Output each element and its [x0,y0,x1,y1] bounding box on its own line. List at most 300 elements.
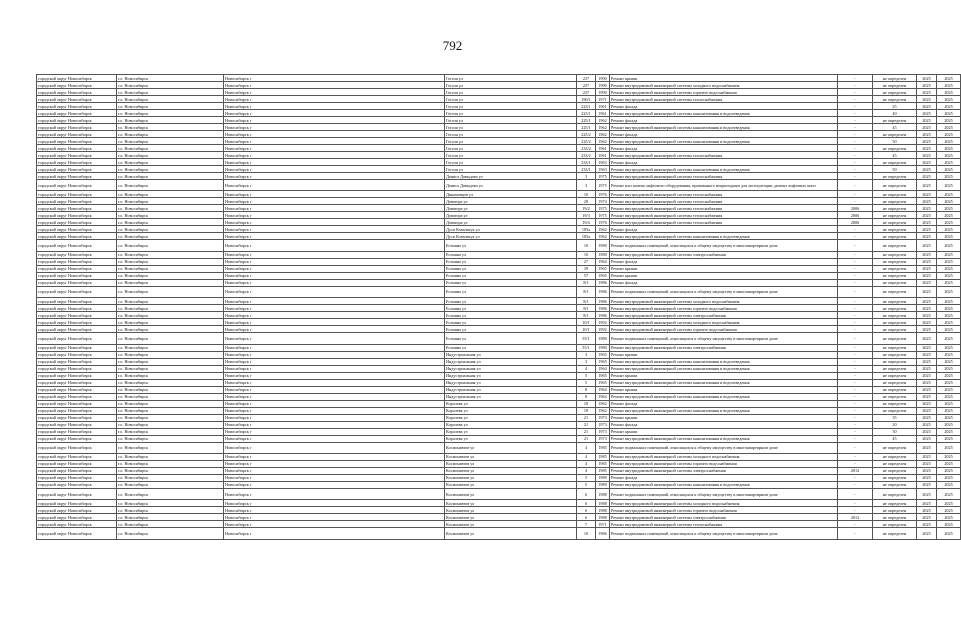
build-year-cell: 1986 [596,298,610,305]
last-repair-year-cell: - [838,379,873,386]
locality-cell: Новосибирск г [224,180,445,191]
street-cell: Гоголя ул [445,152,577,159]
cost-cell: не определен [873,298,917,305]
locality-cell: Новосибирск г [224,326,445,333]
house-number-cell: 5 [577,481,596,488]
plan-end-cell: 2025 [937,386,961,393]
plan-end-cell: 2025 [937,258,961,265]
street-cell: Королева ул [445,435,577,442]
street-cell: Космонавтов ул [445,500,577,507]
work-type-cell: Ремонт внутридомовой инженерной системы канализования и водоотведения [610,110,838,117]
house-number-cell: 8/1 [577,286,596,297]
table-row [37,521,961,528]
street-cell: Есенина ул [445,298,577,305]
plan-start-cell: 2025 [917,219,937,226]
district-cell: г.о. Новосибирск [117,131,224,138]
house-number-cell: 8/1 [577,305,596,312]
plan-start-cell: 2025 [917,428,937,435]
build-year-cell: 1973 [596,414,610,421]
last-repair-year-cell: - [838,240,873,251]
plan-start-cell: 2025 [917,89,937,96]
table-row [37,319,961,326]
house-number-cell: 4 [577,442,596,453]
street-cell: Есенина ул [445,326,577,333]
street-cell: Космонавтов ул [445,442,577,453]
municipality-cell: городской округ Новосибирск [37,481,117,488]
municipality-cell: городской округ Новосибирск [37,312,117,319]
house-number-cell: 10 [577,251,596,258]
house-number-cell: 10 [577,191,596,198]
locality-cell: Новосибирск г [224,386,445,393]
cost-cell: не определен [873,240,917,251]
street-cell: Гоголя ул [445,131,577,138]
last-repair-year-cell: - [838,421,873,428]
street-cell: Индустриальная ул [445,351,577,358]
plan-start-cell: 2025 [917,191,937,198]
house-number-cell: 39 [577,265,596,272]
table-row [37,82,961,89]
plan-start-cell: 2025 [917,131,937,138]
locality-cell: Новосибирск г [224,198,445,205]
build-year-cell: 1989 [596,474,610,481]
last-repair-year-cell: - [838,258,873,265]
locality-cell: Новосибирск г [224,305,445,312]
cost-cell: не определен [873,159,917,166]
table-row [37,191,961,198]
build-year-cell: 1963 [596,159,610,166]
last-repair-year-cell: - [838,435,873,442]
cost-cell: не определен [873,507,917,514]
locality-cell: Новосибирск г [224,240,445,251]
municipality-cell: городской округ Новосибирск [37,326,117,333]
table-row [37,351,961,358]
last-repair-year-cell: - [838,298,873,305]
plan-end-cell: 2025 [937,460,961,467]
work-type-cell: Ремонт внутридомовой инженерной системы горячего водоснабжения [610,89,838,96]
municipality-cell: городской округ Новосибирск [37,453,117,460]
cost-cell: не определен [873,344,917,351]
last-repair-year-cell: - [838,226,873,233]
last-repair-year-cell: - [838,333,873,344]
locality-cell: Новосибирск г [224,488,445,499]
house-number-cell: 29 [577,198,596,205]
house-number-cell: 233/1 [577,166,596,173]
locality-cell: Новосибирск г [224,460,445,467]
locality-cell: Новосибирск г [224,173,445,180]
build-year-cell: 1964 [596,365,610,372]
work-type-cell: Ремонт внутридомовой инженерной системы электроснабжения [610,312,838,319]
locality-cell: Новосибирск г [224,258,445,265]
district-cell: г.о. Новосибирск [117,117,224,124]
table-row [37,393,961,400]
work-type-cell: Ремонт внутридомовой инженерной системы горячего водоснабжения [610,326,838,333]
house-number-cell: 4 [577,467,596,474]
locality-cell: Новосибирск г [224,191,445,198]
plan-end-cell: 2025 [937,488,961,499]
plan-start-cell: 2025 [917,514,937,521]
build-year-cell: 1985 [596,460,610,467]
plan-end-cell: 2025 [937,233,961,240]
locality-cell: Новосибирск г [224,298,445,305]
build-year-cell: 1973 [596,435,610,442]
locality-cell: Новосибирск г [224,379,445,386]
municipality-cell: городской округ Новосибирск [37,407,117,414]
street-cell: Гоголя ул [445,166,577,173]
municipality-cell: городской округ Новосибирск [37,319,117,326]
work-type-cell: Ремонт фасада [610,474,838,481]
table-row [37,152,961,159]
house-number-cell: 55/1 [577,344,596,351]
build-year-cell: 1990 [596,89,610,96]
house-number-cell: 21 [577,414,596,421]
cost-cell: не определен [873,286,917,297]
street-cell: Гоголя ул [445,82,577,89]
municipality-cell: городской округ Новосибирск [37,400,117,407]
plan-start-cell: 2025 [917,474,937,481]
house-number-cell: 190/1 [577,96,596,103]
plan-start-cell: 2025 [917,145,937,152]
street-cell: Индустриальная ул [445,379,577,386]
street-cell: Индустриальная ул [445,393,577,400]
district-cell: г.о. Новосибирск [117,305,224,312]
municipality-cell: городской округ Новосибирск [37,435,117,442]
municipality-cell: городской округ Новосибирск [37,333,117,344]
work-type-cell: Ремонт внутридомовой инженерной системы горячего водоснабжения [610,507,838,514]
work-type-cell: Ремонт подвальных помещений, относящихся к общему имуществу в многоквартирном доме [610,240,838,251]
cost-cell: не определен [873,460,917,467]
locality-cell: Новосибирск г [224,333,445,344]
plan-end-cell: 2025 [937,333,961,344]
work-type-cell: Ремонт подвальных помещений, относящихся к общему имуществу в многоквартирном доме [610,286,838,297]
table-row [37,514,961,521]
district-cell: г.о. Новосибирск [117,138,224,145]
work-type-cell: Ремонт внутридомовой инженерной системы горячего водоснабжения [610,305,838,312]
locality-cell: Новосибирск г [224,400,445,407]
plan-end-cell: 2025 [937,198,961,205]
district-cell: г.о. Новосибирск [117,265,224,272]
house-number-cell: 10 [577,528,596,539]
last-repair-year-cell: - [838,386,873,393]
last-repair-year-cell: - [838,265,873,272]
locality-cell: Новосибирск г [224,96,445,103]
plan-end-cell: 2025 [937,272,961,279]
plan-end-cell: 2025 [937,159,961,166]
street-cell: Дуси Ковальчук ул [445,226,577,233]
plan-start-cell: 2025 [917,421,937,428]
street-cell: Космонавтов ул [445,453,577,460]
plan-start-cell: 2025 [917,326,937,333]
district-cell: г.о. Новосибирск [117,226,224,233]
plan-end-cell: 2025 [937,453,961,460]
plan-start-cell: 2025 [917,400,937,407]
house-number-cell: 6 [577,514,596,521]
house-number-cell: 225/1 [577,124,596,131]
house-number-cell: 8 [577,393,596,400]
table-row [37,442,961,453]
district-cell: г.о. Новосибирск [117,442,224,453]
build-year-cell: 1976 [596,219,610,226]
build-year-cell: 1990 [596,75,610,82]
last-repair-year-cell: - [838,145,873,152]
last-repair-year-cell: 2006 [838,205,873,212]
district-cell: г.о. Новосибирск [117,365,224,372]
plan-start-cell: 2025 [917,117,937,124]
cost-cell: не определен [873,212,917,219]
table-row [37,279,961,286]
plan-end-cell: 2025 [937,110,961,117]
street-cell: Гоголя ул [445,159,577,166]
plan-end-cell: 2025 [937,251,961,258]
street-cell: Дуси Ковальчук ул [445,233,577,240]
build-year-cell: 1962 [596,138,610,145]
plan-end-cell: 2025 [937,379,961,386]
plan-start-cell: 2025 [917,265,937,272]
cost-cell: не определен [873,393,917,400]
work-type-cell: Ремонт внутридомовой инженерной системы холодного водоснабжения [610,298,838,305]
plan-end-cell: 2025 [937,173,961,180]
build-year-cell: 1961 [596,145,610,152]
cost-cell: не определен [873,173,917,180]
work-type-cell: Ремонт внутридомовой инженерной системы канализования и водоотведения [610,166,838,173]
table-row [37,180,961,191]
build-year-cell: 1962 [596,226,610,233]
last-repair-year-cell: - [838,351,873,358]
last-repair-year-cell: - [838,521,873,528]
work-type-cell: Ремонт внутридомовой инженерной системы канализования и водоотведения [610,138,838,145]
house-number-cell: 4 [577,453,596,460]
plan-end-cell: 2025 [937,240,961,251]
plan-start-cell: 2025 [917,258,937,265]
work-type-cell: Ремонт внутридомовой инженерной системы электроснабжения [610,514,838,521]
build-year-cell: 1980 [596,240,610,251]
district-cell: г.о. Новосибирск [117,351,224,358]
street-cell: Королева ул [445,421,577,428]
street-cell: Гоголя ул [445,89,577,96]
cost-cell: не определен [873,117,917,124]
house-number-cell: 185а [577,233,596,240]
cost-cell: не определен [873,358,917,365]
locality-cell: Новосибирск г [224,159,445,166]
district-cell: г.о. Новосибирск [117,521,224,528]
house-number-cell: 6 [577,507,596,514]
table-row [37,198,961,205]
cost-cell: 20 [873,421,917,428]
build-year-cell: 1986 [596,528,610,539]
locality-cell: Новосибирск г [224,205,445,212]
plan-start-cell: 2025 [917,138,937,145]
last-repair-year-cell: - [838,372,873,379]
build-year-cell: 1971 [596,96,610,103]
cost-cell: 50 [873,138,917,145]
district-cell: г.о. Новосибирск [117,312,224,319]
last-repair-year-cell: 2012 [838,467,873,474]
district-cell: г.о. Новосибирск [117,124,224,131]
table-row [37,251,961,258]
municipality-cell: городской округ Новосибирск [37,265,117,272]
locality-cell: Новосибирск г [224,219,445,226]
work-type-cell: Ремонт внутридомовой инженерной системы канализования и водоотведения [610,435,838,442]
cost-cell: не определен [873,180,917,191]
municipality-cell: городской округ Новосибирск [37,351,117,358]
build-year-cell: 1980 [596,333,610,344]
district-cell: г.о. Новосибирск [117,166,224,173]
locality-cell: Новосибирск г [224,166,445,173]
plan-end-cell: 2025 [937,305,961,312]
last-repair-year-cell: - [838,89,873,96]
table-row [37,467,961,474]
table-row [37,407,961,414]
work-type-cell: Ремонт внутридомовой инженерной системы канализования и водоотведения [610,379,838,386]
last-repair-year-cell: - [838,488,873,499]
plan-start-cell: 2025 [917,305,937,312]
plan-end-cell: 2025 [937,166,961,173]
house-number-cell: 233/2 [577,152,596,159]
work-type-cell: Ремонт внутридомовой инженерной системы теплоснабжения [610,191,838,198]
cost-cell: не определен [873,481,917,488]
house-number-cell: 6 [577,488,596,499]
district-cell: г.о. Новосибирск [117,435,224,442]
plan-start-cell: 2025 [917,365,937,372]
street-cell: Дениса Давыдова ул [445,173,577,180]
plan-end-cell: 2025 [937,205,961,212]
municipality-cell: городской округ Новосибирск [37,173,117,180]
district-cell: г.о. Новосибирск [117,393,224,400]
municipality-cell: городской округ Новосибирск [37,96,117,103]
municipality-cell: городской округ Новосибирск [37,258,117,265]
district-cell: г.о. Новосибирск [117,344,224,351]
plan-end-cell: 2025 [937,365,961,372]
table-row [37,460,961,467]
street-cell: Доватора ул [445,198,577,205]
plan-start-cell: 2025 [917,152,937,159]
table-row [37,233,961,240]
build-year-cell: 1986 [596,312,610,319]
work-type-cell: Ремонт внутридомовой инженерной системы канализования и водоотведения [610,358,838,365]
locality-cell: Новосибирск г [224,251,445,258]
build-year-cell: 1964 [596,393,610,400]
locality-cell: Новосибирск г [224,372,445,379]
last-repair-year-cell: 2006 [838,219,873,226]
table-row [37,400,961,407]
work-type-cell: Ремонт внутридомовой инженерной системы теплоснабжения [610,521,838,528]
plan-end-cell: 2025 [937,117,961,124]
locality-cell: Новосибирск г [224,428,445,435]
work-type-cell: Ремонт внутридомовой инженерной системы электроснабжения [610,344,838,351]
house-number-cell: 225/2 [577,131,596,138]
build-year-cell: 1992 [596,326,610,333]
build-year-cell: 1964 [596,386,610,393]
locality-cell: Новосибирск г [224,407,445,414]
municipality-cell: городской округ Новосибирск [37,233,117,240]
work-type-cell: Ремонт крыши [610,351,838,358]
last-repair-year-cell: - [838,358,873,365]
locality-cell: Новосибирск г [224,124,445,131]
municipality-cell: городской округ Новосибирск [37,240,117,251]
street-cell: Королева ул [445,428,577,435]
locality-cell: Новосибирск г [224,521,445,528]
build-year-cell: 1980 [596,344,610,351]
street-cell: Королева ул [445,407,577,414]
street-cell: Есенина ул [445,286,577,297]
district-cell: г.о. Новосибирск [117,212,224,219]
work-type-cell: Ремонт крыши [610,75,838,82]
house-number-cell: 19/4 [577,219,596,226]
cost-cell: не определен [873,279,917,286]
street-cell: Гоголя ул [445,145,577,152]
district-cell: г.о. Новосибирск [117,110,224,117]
street-cell: Есенина ул [445,272,577,279]
plan-end-cell: 2025 [937,474,961,481]
work-type-cell: Ремонт фасада [610,226,838,233]
house-number-cell: 223/1 [577,103,596,110]
last-repair-year-cell: - [838,110,873,117]
plan-start-cell: 2025 [917,521,937,528]
last-repair-year-cell: - [838,233,873,240]
street-cell: Доватора ул [445,212,577,219]
last-repair-year-cell: - [838,103,873,110]
cost-cell: не определен [873,233,917,240]
locality-cell: Новосибирск г [224,145,445,152]
plan-end-cell: 2025 [937,226,961,233]
house-number-cell: 237 [577,82,596,89]
cost-cell: не определен [873,198,917,205]
last-repair-year-cell: - [838,393,873,400]
district-cell: г.о. Новосибирск [117,96,224,103]
district-cell: г.о. Новосибирск [117,514,224,521]
district-cell: г.о. Новосибирск [117,219,224,226]
plan-start-cell: 2025 [917,319,937,326]
municipality-cell: городской округ Новосибирск [37,145,117,152]
street-cell: Индустриальная ул [445,365,577,372]
table-row [37,205,961,212]
district-cell: г.о. Новосибирск [117,333,224,344]
plan-start-cell: 2025 [917,110,937,117]
plan-start-cell: 2025 [917,279,937,286]
cost-cell: не определен [873,453,917,460]
work-type-cell: Ремонт фасада [610,145,838,152]
last-repair-year-cell: - [838,460,873,467]
locality-cell: Новосибирск г [224,212,445,219]
house-number-cell: 3 [577,351,596,358]
table-row [37,528,961,539]
last-repair-year-cell: - [838,326,873,333]
district-cell: г.о. Новосибирск [117,386,224,393]
work-type-cell: Ремонт подвальных помещений, относящихся к общему имуществу в многоквартирном доме [610,442,838,453]
build-year-cell: 1992 [596,319,610,326]
district-cell: г.о. Новосибирск [117,89,224,96]
house-number-cell: 233/2 [577,145,596,152]
locality-cell: Новосибирск г [224,75,445,82]
plan-end-cell: 2025 [937,407,961,414]
municipality-cell: городской округ Новосибирск [37,131,117,138]
street-cell: Есенина ул [445,265,577,272]
plan-start-cell: 2025 [917,159,937,166]
plan-end-cell: 2025 [937,279,961,286]
last-repair-year-cell: - [838,131,873,138]
plan-start-cell: 2025 [917,460,937,467]
plan-end-cell: 2025 [937,421,961,428]
street-cell: Дениса Давыдова ул [445,180,577,191]
cost-cell: не определен [873,251,917,258]
work-type-cell: Ремонт внутридомовой инженерной системы канализования и водоотведения [610,407,838,414]
last-repair-year-cell: - [838,138,873,145]
locality-cell: Новосибирск г [224,82,445,89]
street-cell: Космонавтов ул [445,528,577,539]
municipality-cell: городской округ Новосибирск [37,226,117,233]
build-year-cell: 1962 [596,117,610,124]
cost-cell: не определен [873,82,917,89]
plan-start-cell: 2025 [917,407,937,414]
